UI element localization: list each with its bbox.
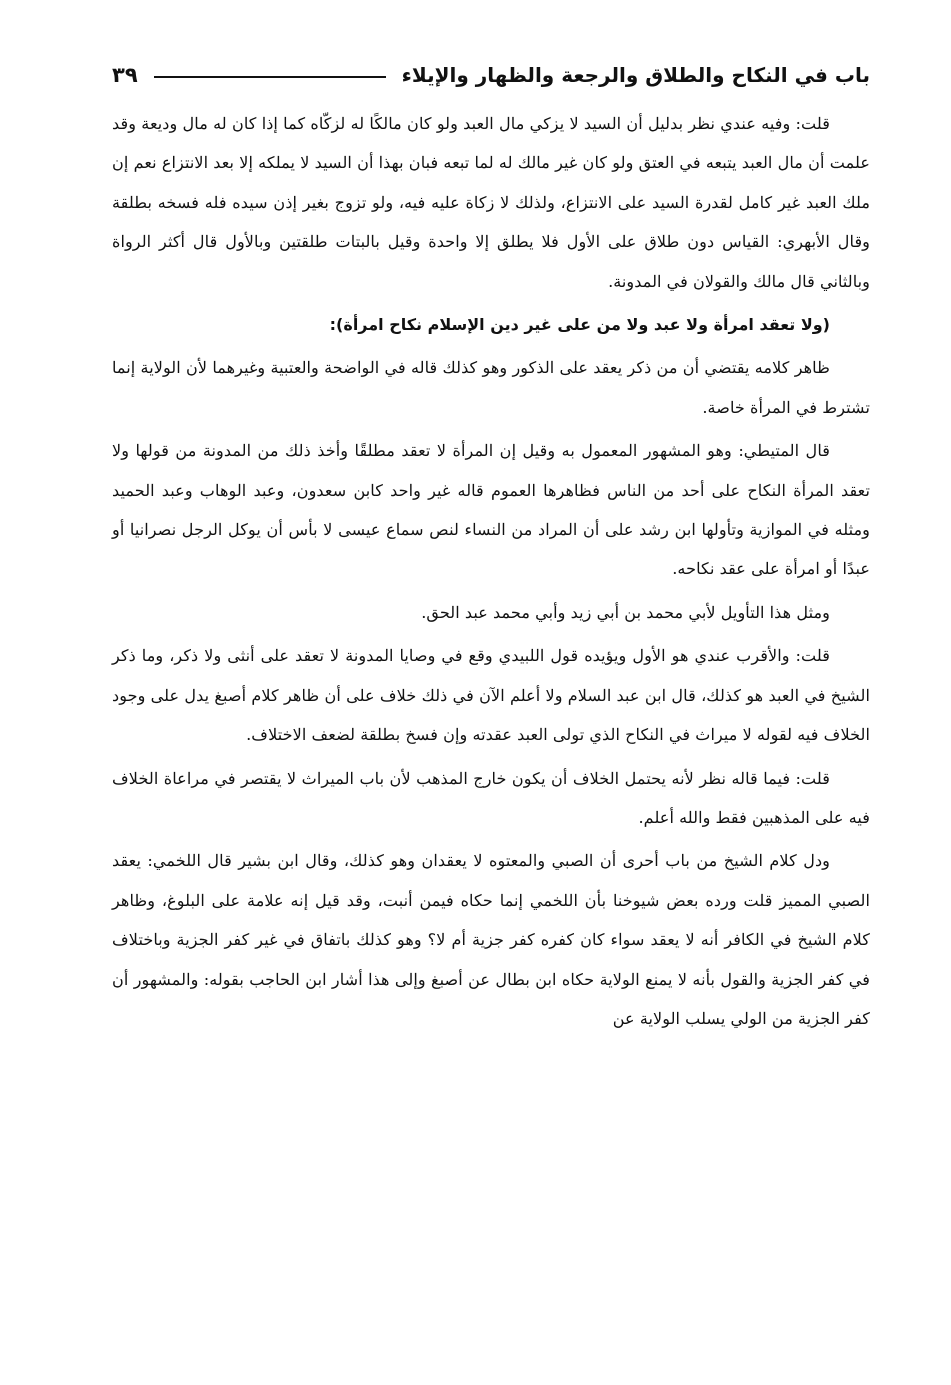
paragraph-3: قال المتيطي: وهو المشهور المعمول به وقيل إن المرأة لا تعقد مطلقًا وأخذ ذلك من المدونة من قولها ولا تعقد المرأة النكاح على أحد من الناس فظاهرها العموم قاله غير واحد كابن سعدون، وعبد الوهاب وعبد الحميد ومثله في الموازية وتأولها ابن رشد على أن المراد من النساء لنص سماع عيسى لا بأس أن يوكل الرجل نصرانيا أو عبدًا أو امرأة على عقد نكاحه. [112, 441, 870, 579]
page-number: ٣٩ [112, 63, 138, 87]
header-rule [154, 76, 386, 78]
chapter-title: باب في النكاح والطلاق والرجعة والظهار والإيلاء [401, 63, 870, 87]
paragraph-2: ظاهر كلامه يقتضي أن من ذكر يعقد على الذكور وهو كذلك قاله في الواضحة والعتبية وغيرهما لأن الولاية إنما تشترط في المرأة خاصة. [112, 358, 870, 417]
paragraph-5: قلت: والأقرب عندي هو الأول ويؤيده قول اللبيدي وقع في وصايا المدونة لا تعقد على أنثى ولا ذكر، وما ذكر الشيخ في العبد هو كذلك، قال ابن عبد السلام ولا أعلم الآن في ذلك خلاف على أن ظاهر كلام أصبغ يدل على وجود الخلاف فيه لقوله لا ميراث في النكاح الذي تولى العبد عقدته وإن فسخ بطلقة لضعف الاختلاف. [112, 646, 870, 745]
matn-quote: (ولا تعقد امرأة ولا عبد ولا من على غير دين الإسلام نكاح امرأة): [329, 315, 830, 335]
paragraph-4: ومثل هذا التأويل لأبي محمد بن أبي زيد وأبي محمد عبد الحق. [421, 602, 830, 622]
document-page [112, 52, 870, 1352]
paragraph-6: قلت: فيما قاله نظر لأنه يحتمل الخلاف أن يكون خارج المذهب لأن باب الميراث لا يقتصر في مراعاة الخلاف فيه على المذهبين فقط والله أعلم. [112, 768, 870, 827]
paragraph-1: قلت: وفيه عندي نظر بدليل أن السيد لا يزكي مال العبد ولو كان مالكًا له لزكّاه كما إذا كان له مال وديعة وقد علمت أن مال العبد يتبعه في العتق ولو كان غير مالك له لما تبعه فبان بهذا أن السيد لا يملكه إلا بعد الانتزاع نعم إن ملك العبد غير كامل لقدرة السيد على الانتزاع، ولذلك لا زكاة عليه فيه، ولو تزوج بغير إذن سيده فله فسخه بطلقة وقال الأبهري: القياس دون طلاق على الأول فلا يطلق إلا واحدة وقيل بالبتات طلقتين وبالأول قال أكثر الرواة وبالثاني قال مالك والقولان في المدونة. [112, 114, 870, 291]
running-header [112, 52, 870, 98]
paragraph-7: ودل كلام الشيخ من باب أحرى أن الصبي والمعتوه لا يعقدان وهو كذلك، وقال ابن بشير قال اللخمي: يعقد الصبي المميز قلت ورده بعض شيوخنا بأن اللخمي إنما حكاه فيمن أنبت، وقد قيل إنه علامة على البلوغ، وظاهر كلام الشيخ في الكافر أنه لا يعقد سواء كان كفره كفر جزية أم لا؟ وهو كذلك باتفاق في غير كفر الجزية وباختلاف في كفر الجزية والقول بأنه لا يمنع الولاية حكاه ابن بطال عن أصبغ وإلى هذا أشار ابن الحاجب بقوله: والمشهور أن كفر الجزية من الولي يسلب الولاية عن [112, 851, 870, 1028]
